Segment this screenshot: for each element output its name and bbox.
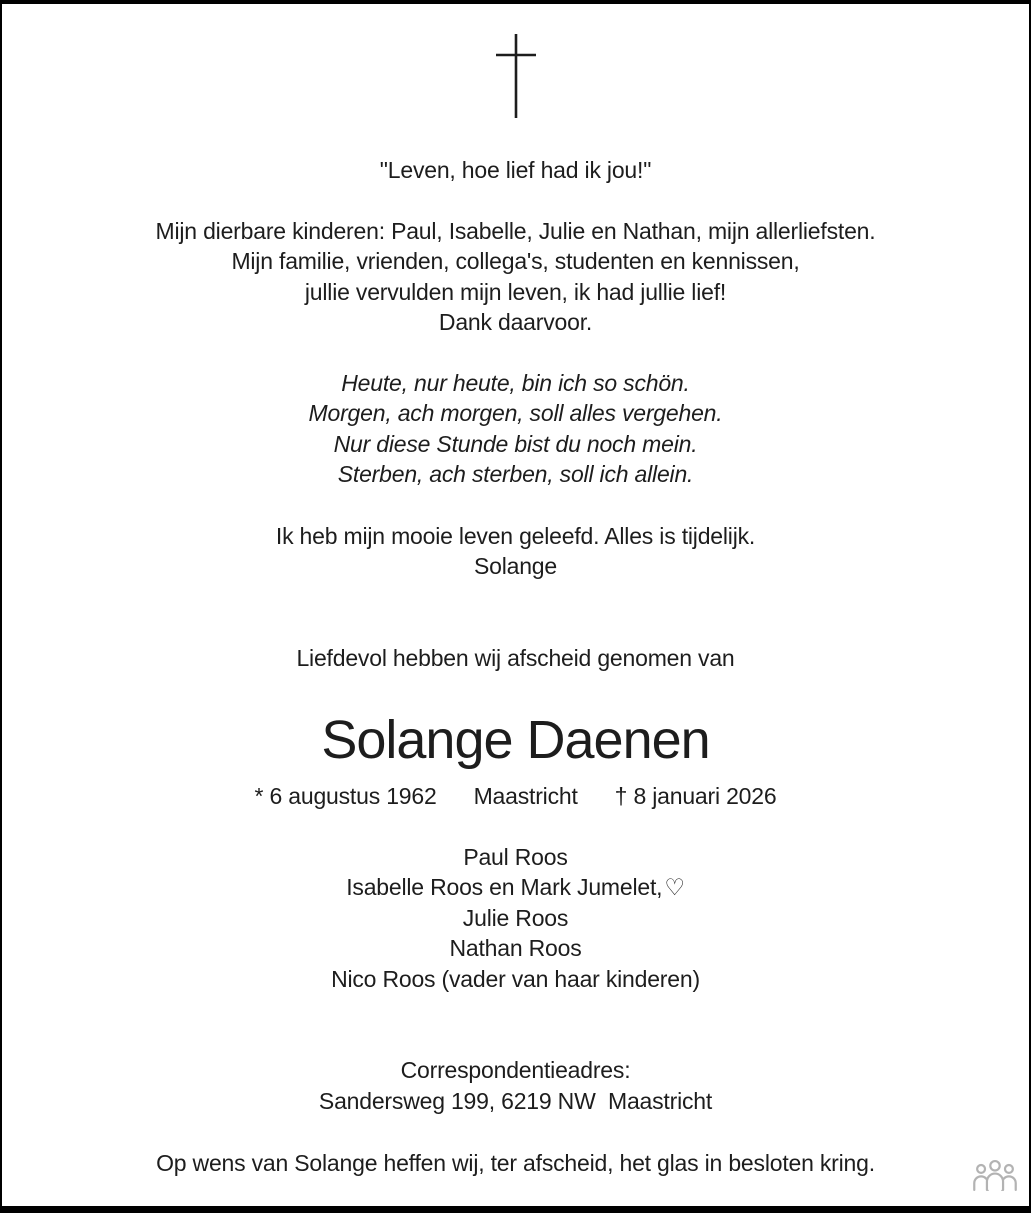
heart-icon: ♡ [664,874,685,900]
death-date: † 8 januari 2026 [614,783,777,809]
closing-line: Op wens van Solange heffen wij, ter afscheid, het glas in besloten kring. [156,1150,875,1176]
family-line: Nathan Roos [449,935,582,961]
family-line-text: Isabelle Roos en Mark Jumelet, [346,874,663,900]
life-dates [2,781,1029,812]
birth-date: * 6 augustus 1962 [254,783,437,809]
farewell-line: Solange [473,553,557,579]
family-line: Paul Roos [463,843,568,870]
poem-line: Heute, nur heute, bin ich so schön. [341,369,690,396]
intro-line: Mijn dierbare kinderen: Paul, Isabelle, Julie en Nathan, mijn allerliefsten. [155,217,876,244]
correspondence-address: Sandersweg 199, 6219 NW Maastricht [318,1087,713,1114]
family-line: Julie Roos [462,904,569,931]
birth-place: Maastricht [473,783,578,809]
intro-line: Dank daarvoor. [438,309,593,335]
announcement-line: Liefdevol hebben wij afscheid genomen van [296,644,735,671]
poem-line: Nur diese Stunde bist du noch mein. [333,430,698,457]
poem-line: Morgen, ach morgen, soll alles vergehen. [308,400,723,426]
farewell-line: Ik heb mijn mooie leven geleefd. Alles is tijdelijk. [275,522,756,549]
opening-quote: "Leven, hoe lief had ik jou!" [379,157,652,183]
german-poem [2,368,1029,490]
correspondence-label: Correspondentieadres: [400,1057,631,1083]
family-line [2,872,1029,903]
latin-cross-icon [2,34,1029,123]
intro-paragraph [2,216,1029,338]
farewell-paragraph [2,521,1029,582]
intro-line: jullie vervulden mijn leven, ik had jullie lief! [304,278,727,305]
family-names [2,842,1029,995]
family-figures-logo-icon [971,1159,1019,1196]
deceased-name: Solange Daenen [321,710,710,770]
poem-line: Sterben, ach sterben, soll ich allein. [337,461,694,487]
family-line: Nico Roos (vader van haar kinderen) [331,965,700,992]
intro-line: Mijn familie, vrienden, collega's, studenten en kennissen, [231,248,800,274]
correspondence-block [2,1055,1029,1116]
